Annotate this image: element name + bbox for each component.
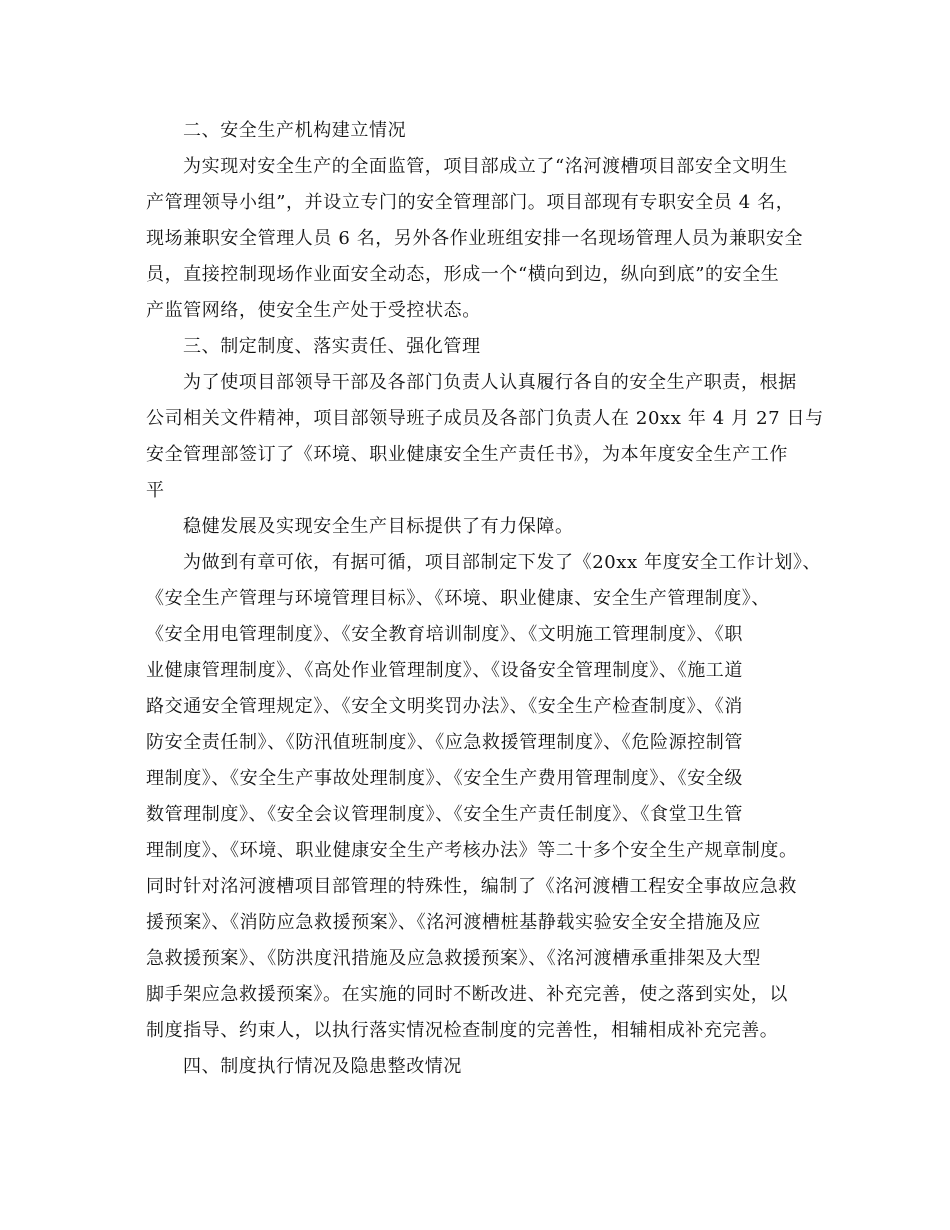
paragraph-line: 防安全责任制》、《防汛值班制度》、《应急救援管理制度》、《危险源控制管 — [146, 732, 743, 753]
paragraph-line: 公司相关文件精神，项目部领导班子成员及各部门负责人在 20xx 年 4 月 27 日与 — [146, 408, 824, 429]
paragraph-line: 安全管理部签订了《环境、职业健康安全生产责任书》，为本年度安全生产工作 — [146, 444, 788, 465]
section-heading-2: 二、安全生产机构建立情况 — [183, 120, 407, 141]
paragraph-line: 急救援预案》、《防洪度汛措施及应急救援预案》、《洺河渡槽承重排架及大型 — [146, 948, 761, 969]
paragraph-line: 产监管网络，使安全生产处于受控状态。 — [146, 300, 481, 321]
paragraph-line: 《安全用电管理制度》、《安全教育培训制度》、《文明施工管理制度》、《职 — [146, 624, 743, 645]
paragraph-line: 为实现对安全生产的全面监管，项目部成立了“洺河渡槽项目部安全文明生 — [183, 156, 788, 177]
paragraph-line: 脚手架应急救援预案》。在实施的同时不断改进、补充完善，使之落到实处，以 — [146, 984, 788, 1005]
paragraph-line: 制度指导、约束人，以执行落实情况检查制度的完善性，相辅相成补充完善。 — [146, 1020, 779, 1041]
paragraph-line: 数管理制度》、《安全会议管理制度》、《安全生产责任制度》、《食堂卫生管 — [146, 804, 743, 825]
paragraph-line: 同时针对洺河渡槽项目部管理的特殊性，编制了《洺河渡槽工程安全事故应急救 — [146, 876, 797, 897]
paragraph-line: 为了使项目部领导干部及各部门负责人认真履行各自的安全生产职责，根据 — [183, 372, 797, 393]
paragraph-line: 路交通安全管理规定》、《安全文明奖罚办法》、《安全生产检查制度》、《消 — [146, 696, 743, 717]
paragraph-line: 现场兼职安全管理人员 6 名，另外各作业班组安排一名现场管理人员为兼职安全 — [146, 228, 804, 249]
section-heading-4: 四、制度执行情况及隐患整改情况 — [183, 1056, 462, 1077]
paragraph-line: 员，直接控制现场作业面安全动态，形成一个“横向到边，纵向到底”的安全生 — [146, 264, 780, 285]
paragraph-line: 援预案》、《消防应急救援预案》、《洺河渡槽桩基静载实验安全安全措施及应 — [146, 912, 761, 933]
paragraph-line: 《安全生产管理与环境管理目标》、《环境、职业健康、安全生产管理制度》、 — [146, 588, 770, 609]
paragraph-line: 平 — [146, 480, 165, 501]
paragraph-line: 理制度》、《安全生产事故处理制度》、《安全生产费用管理制度》、《安全级 — [146, 768, 743, 789]
paragraph-line: 产管理领导小组”，并设立专门的安全管理部门。项目部现有专职安全员 4 名， — [146, 192, 795, 213]
paragraph-line: 为做到有章可依，有据可循，项目部制定下发了《20xx 年度安全工作计划》、 — [183, 552, 822, 573]
paragraph-line: 理制度》、《环境、职业健康安全生产考核办法》等二十多个安全生产规章制度。 — [146, 840, 798, 861]
paragraph-line: 业健康管理制度》、《高处作业管理制度》、《设备安全管理制度》、《施工道 — [146, 660, 743, 681]
section-heading-3: 三、制定制度、落实责任、强化管理 — [183, 336, 481, 357]
paragraph-line: 稳健发展及实现安全生产目标提供了有力保障。 — [183, 516, 574, 537]
